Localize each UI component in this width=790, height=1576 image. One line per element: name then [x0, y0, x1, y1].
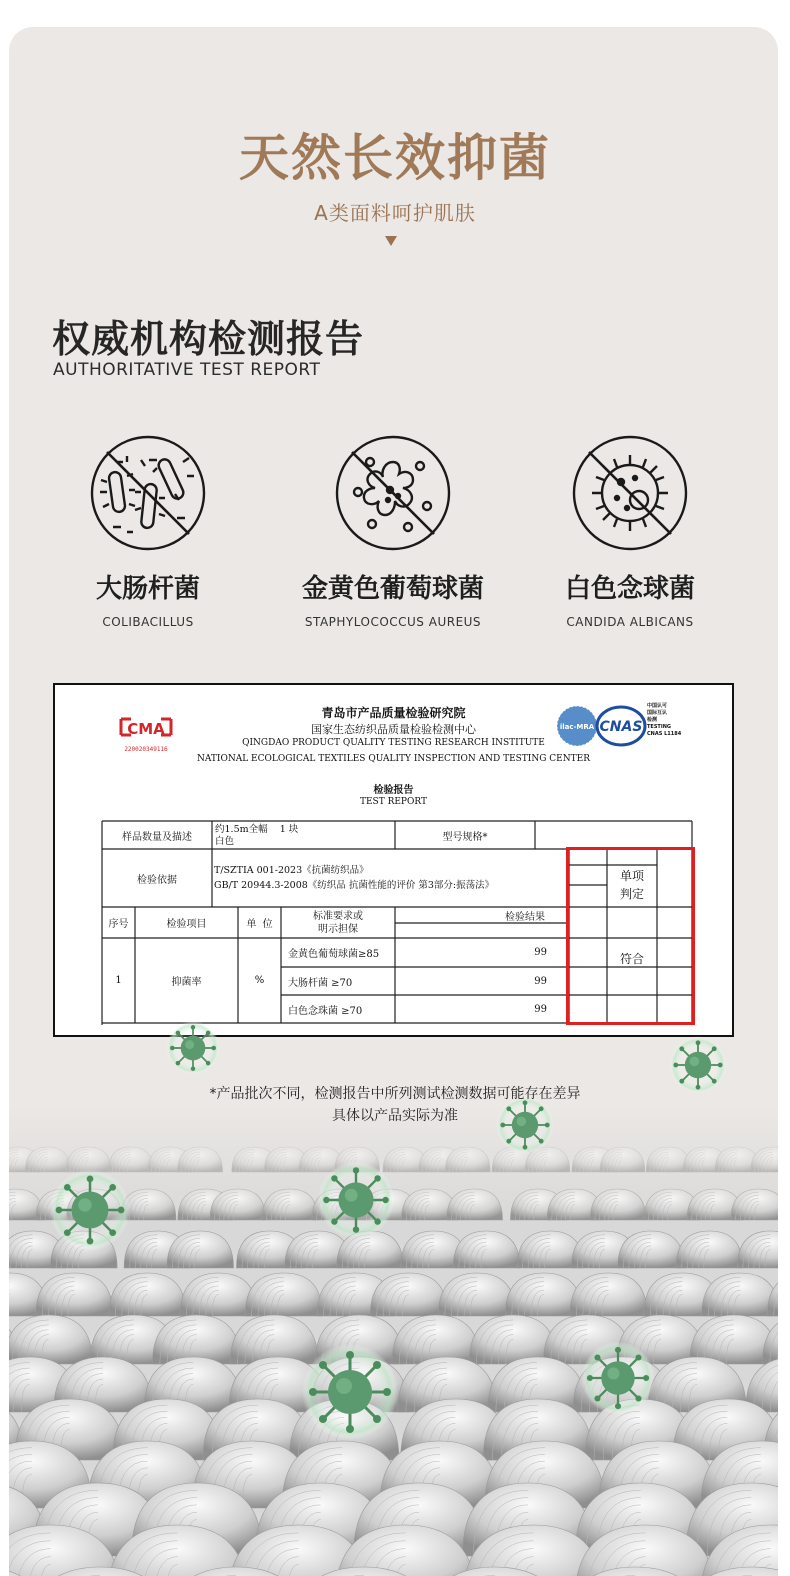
header-no: 序号	[108, 919, 129, 930]
cnas-line: 国际互认	[647, 710, 668, 716]
row-result-staph: 99	[534, 947, 547, 958]
virus-decoration-icon	[300, 1342, 400, 1442]
report-title-cn: 检验报告	[373, 785, 414, 796]
virus-decoration-icon	[316, 1160, 396, 1240]
row-standard-candida: 白色念珠菌 ≥70	[288, 1005, 363, 1017]
disclaimer-line-1: *产品批次不同，检测报告中所列测试检测数据可能存在差异	[209, 1086, 581, 1102]
basis-standard-1: T/SZTIA 001-2023《抗菌纺织品》	[214, 865, 369, 876]
center-name-en: NATIONAL ECOLOGICAL TEXTILES QUALITY INSPECTION AND TESTING CENTER	[197, 754, 590, 764]
row-result-candida: 99	[534, 1003, 547, 1015]
sample-quantity: 约1.5m全幅 1 块	[215, 824, 299, 835]
cma-mark-text: CMA	[127, 720, 165, 738]
sample-label-cell: 样品数量及描述	[122, 831, 192, 843]
bacteria-name: 金黄色葡萄球菌	[301, 574, 484, 604]
bacteria-name: 白色念球菌	[564, 574, 695, 604]
cnas-line: 中国认可	[647, 703, 668, 709]
institute-name-cn: 青岛市产品质量检验研究院	[321, 706, 466, 720]
model-label-cell: 型号规格*	[442, 831, 488, 843]
row-item: 抑菌率	[171, 977, 202, 988]
disclaimer-line-2: 具体以产品实际为准	[332, 1108, 458, 1124]
basis-value-cell	[214, 855, 574, 901]
single-judgement-header: 单项 判定	[619, 869, 644, 901]
report-title-en: TEST REPORT	[359, 797, 427, 807]
round-bacteria-crossed-icon	[569, 432, 691, 554]
institute-name-en: QINGDAO PRODUCT QUALITY TESTING RESEARCH INSTITUTE	[242, 738, 545, 748]
rod-bacteria-crossed-icon	[87, 432, 209, 554]
row-result-coli: 99	[534, 975, 547, 987]
judgement-result: 符合	[619, 951, 644, 966]
header-standard: 标准要求或 明示担保	[313, 910, 363, 935]
row-standard-coli: 大肠杆菌 ≥70	[288, 977, 353, 989]
bacteria-latin-name: CANDIDA ALBICANS	[566, 615, 694, 629]
bacteria-item-staphylococcus	[273, 432, 513, 629]
row-number: 1	[115, 975, 122, 986]
bacteria-item-colibacillus	[28, 432, 268, 629]
sample-value-cell	[215, 822, 395, 850]
center-name-cn: 国家生态纺织品质量检验检测中心	[311, 723, 476, 736]
bacteria-name: 大肠杆菌	[95, 574, 200, 604]
bacteria-latin-name: COLIBACILLUS	[102, 615, 194, 629]
down-arrow-icon	[385, 236, 397, 246]
basis-standard-2: GB/T 20944.3-2008《纺织品 抗菌性能的评价 第3部分:振荡法》	[214, 880, 495, 891]
hero-subtitle: A类面料呵护肌肤	[314, 201, 476, 225]
virus-decoration-icon	[48, 1168, 132, 1252]
row-standard-staph: 金黄色葡萄球菌≥85	[288, 949, 380, 960]
cnas-line: 检测	[647, 717, 658, 723]
sample-color: 白色	[215, 836, 235, 847]
row-unit: %	[254, 975, 265, 986]
section-title: 权威机构检测报告	[52, 317, 365, 361]
cnas-mark-text: CNAS	[599, 719, 643, 735]
cnas-line: TESTING	[647, 724, 671, 730]
header-result: 检验结果	[505, 911, 545, 923]
bacteria-latin-name: STAPHYLOCOCCUS AUREUS	[304, 615, 482, 629]
header-unit: 单 位	[246, 919, 273, 930]
cnas-line: CNAS L1184	[647, 731, 682, 737]
section-subtitle: AUTHORITATIVE TEST REPORT	[53, 360, 321, 380]
basis-label-cell: 检验依据	[137, 874, 177, 886]
cma-code: 220020349116	[124, 746, 168, 753]
cluster-bacteria-crossed-icon	[332, 432, 454, 554]
bacteria-item-candida	[510, 432, 750, 629]
header-item: 检验项目	[166, 919, 207, 930]
virus-decoration-icon	[580, 1340, 656, 1416]
test-report-document	[53, 683, 734, 1037]
hero-title: 天然长效抑菌	[239, 129, 551, 187]
highlight-red-box	[566, 847, 695, 1025]
virus-decoration-icon	[165, 1020, 221, 1076]
ilac-mark-text: ilac-MRA	[559, 723, 595, 731]
